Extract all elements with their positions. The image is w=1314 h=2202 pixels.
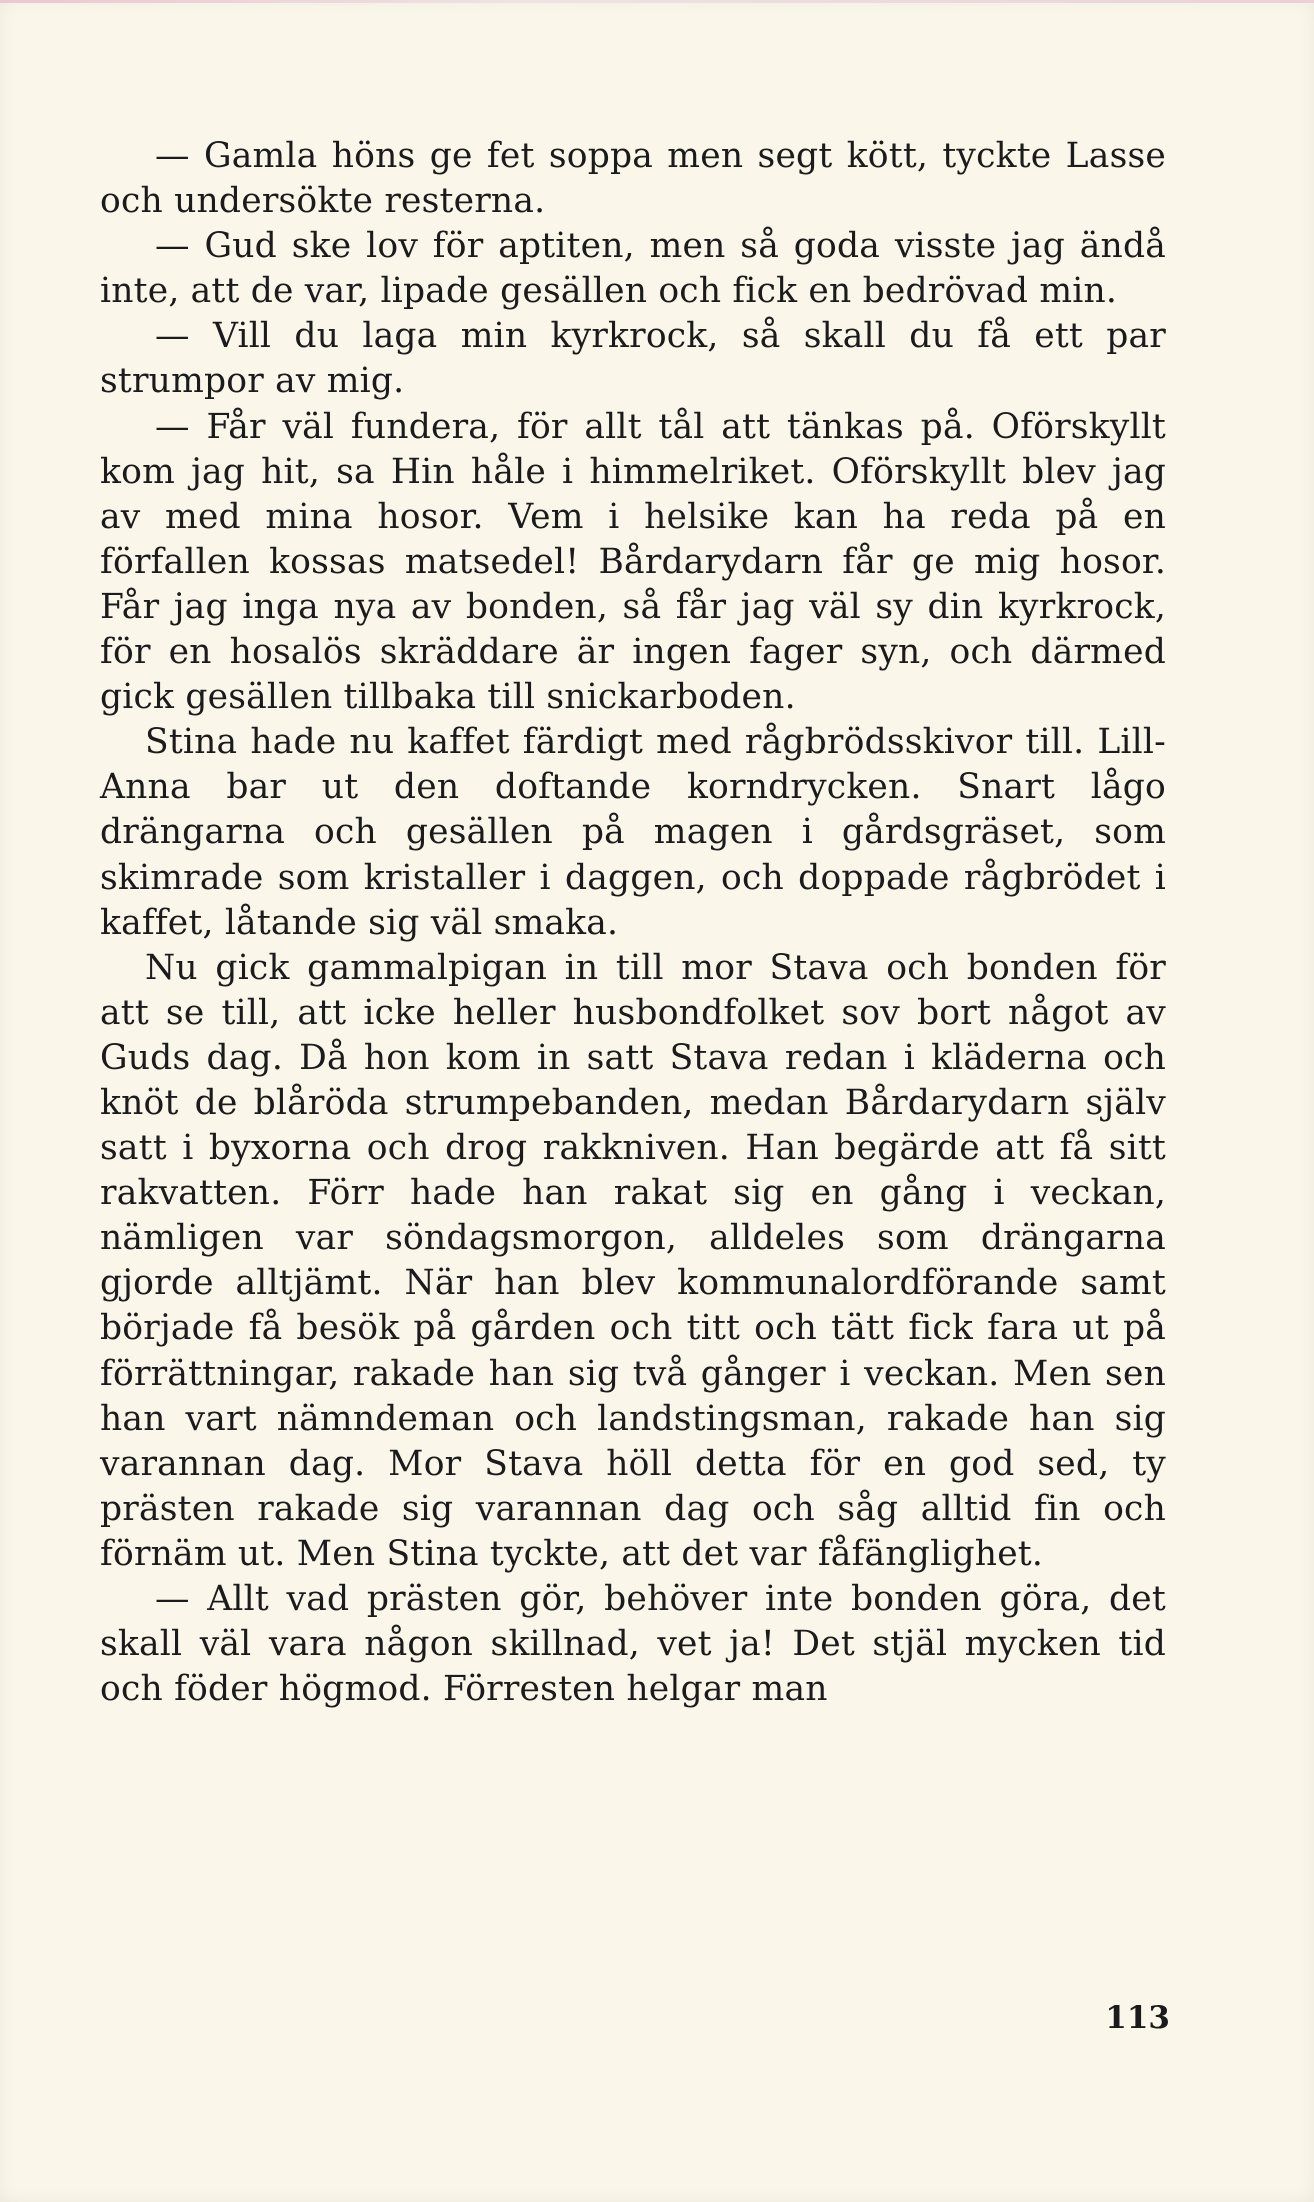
paragraph: Stina hade nu kaffet färdigt med rågbrödsskivor till. Lill-Anna bar ut den doftande korndrycken. Snart lågo drängarna och gesällen på magen i gårdsgräset, som skimrade som kristaller i daggen, och doppade rågbrödet i kaffet, låtande sig väl smaka. [100, 722, 1166, 943]
paragraph: — Allt vad prästen gör, behöver inte bonden göra, det skall väl vara någon skillnad, vet ja! Det stjäl mycken tid och föder högmod. Förresten helgar man [100, 1579, 1166, 1710]
paragraph: Nu gick gammalpigan in till mor Stava och bonden för att se till, att icke heller husbondfolket sov bort något av Guds dag. Då hon kom in satt Stava redan i kläderna och knöt de blåröda strumpebanden, medan Bårdarydarn själv satt i byxorna och drog rakkniven. Han begärde att få sitt rakvatten. Förr hade han rakat sig en gång i veckan, nämligen var söndagsmorgon, alldeles som drängarna gjorde alltjämt. När han blev kommunalordförande samt började få besök på gården och titt och tätt fick fara ut på förrättningar, rakade han sig två gånger i veckan. Men sen han vart nämndeman och landstingsman, rakade han sig varannan dag. Mor Stava höll detta för en god sed, ty prästen rakade sig varannan dag och såg alltid fin och förnäm ut. Men Stina tyckte, att det var fåfänglighet. [100, 947, 1166, 1574]
paragraph: — Får väl fundera, för allt tål att tänkas på. Oförskyllt kom jag hit, sa Hin håle i himmelriket. Oförskyllt blev jag av med mina hosor. Vem i helsike kan ha reda på en förfallen kossas matsedel! Bårdarydarn får ge mig hosor. Får jag inga nya av bonden, så får jag väl sy din kyrkrock, för en hosalös skräddare är ingen fager syn, och därmed gick gesällen tillbaka till snickarboden. [100, 406, 1166, 718]
page-top-edge [0, 0, 1314, 3]
paragraph: — Vill du laga min kyrkrock, så skall du få ett par strumpor av mig. [100, 316, 1166, 402]
paragraph: — Gud ske lov för aptiten, men så goda visste jag ändå inte, att de var, lipade gesällen och fick en bedrövad min. [100, 226, 1166, 312]
page-number: 113 [1105, 2000, 1170, 2036]
body-text [100, 134, 1166, 1712]
paragraph: — Gamla höns ge fet soppa men segt kött, tyckte Lasse och undersökte resterna. [100, 136, 1166, 222]
